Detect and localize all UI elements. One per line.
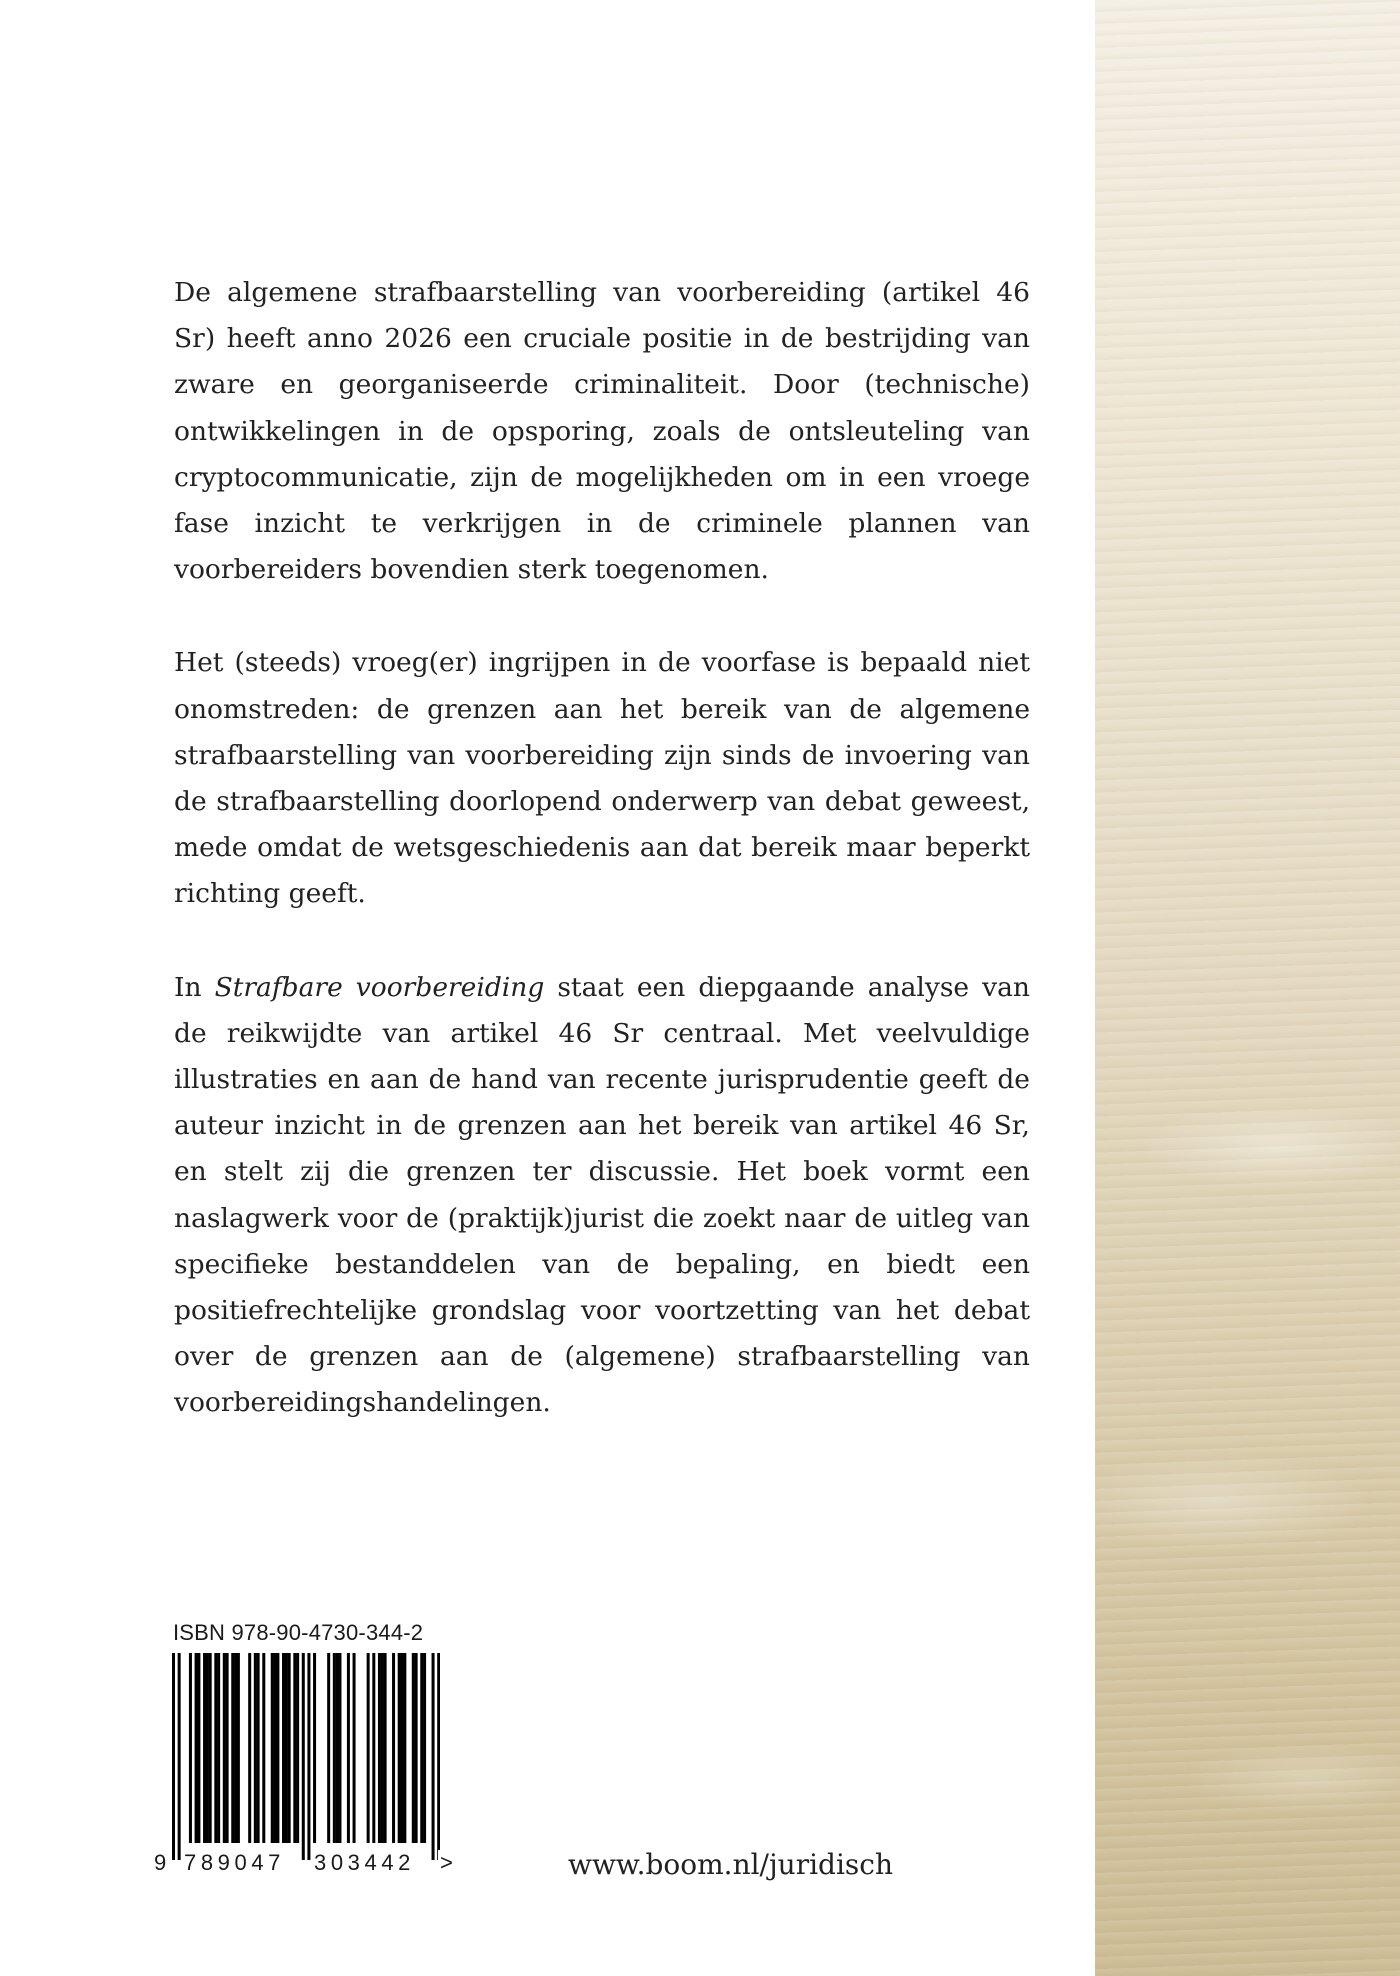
barcode-bar	[288, 1653, 291, 1843]
barcode-bar	[293, 1653, 296, 1843]
barcode-bar	[262, 1653, 265, 1843]
barcode-bar	[234, 1653, 237, 1843]
barcode-bar	[282, 1653, 285, 1843]
barcode-bar	[257, 1653, 260, 1843]
blurb-paragraph-3-body: staat een diepgaande analyse van de reikwijdte van artikel 46 Sr centraal. Met veelvuldige illustraties en aan de hand van recente jurisprudentie geeft de auteur inzicht in de grenzen aan het bereik van artikel 46 Sr, en stelt zij die grenzen ter discussie. Het boek vormt een naslagwerk voor de (praktijk)jurist die zoekt naar de uitleg van specifieke bestanddelen van de bepaling, en biedt een positiefrechtelijke grondslag voor voortzetting van het debat over de grenzen aan de (algemene) strafbaarstelling van voorbereidingshandelingen.	[174, 971, 1030, 1419]
barcode-bar	[223, 1653, 226, 1843]
decorative-gold-panel	[1095, 0, 1400, 1976]
barcode-bar	[189, 1653, 192, 1843]
barcode-bar	[401, 1653, 404, 1843]
barcode-bar	[353, 1653, 356, 1843]
barcode-bar	[313, 1653, 316, 1843]
barcode-bar	[237, 1653, 240, 1843]
barcode-bar	[392, 1653, 395, 1843]
barcode-bar	[437, 1653, 440, 1860]
barcode-bar	[327, 1653, 330, 1843]
barcode-bar	[333, 1653, 336, 1843]
barcode-bar	[172, 1653, 175, 1860]
isbn-label: ISBN 978-90-4730-344-2	[173, 1620, 424, 1645]
barcode-bar	[381, 1653, 384, 1843]
barcode-bar	[347, 1653, 350, 1843]
publisher-website: www.boom.nl/juridisch	[568, 1848, 894, 1881]
barcode-bar	[206, 1653, 209, 1843]
barcode-bar	[231, 1653, 234, 1843]
blurb-paragraph-3	[174, 965, 1030, 1427]
barcode-right-group: 303442	[314, 1850, 416, 1875]
barcode-bar	[338, 1653, 341, 1843]
barcode-bar	[336, 1653, 339, 1843]
barcode-bar	[271, 1653, 274, 1843]
barcode-bar	[296, 1653, 299, 1843]
barcode-bar	[285, 1653, 288, 1843]
barcode-bar	[254, 1653, 257, 1843]
barcode-bar	[307, 1653, 310, 1860]
barcode-bar	[178, 1653, 181, 1860]
barcode-quiet-mark: >	[440, 1850, 453, 1875]
barcode	[172, 1653, 440, 1860]
barcode-bar	[432, 1653, 435, 1860]
blurb-text	[174, 270, 1030, 1474]
barcode-bar	[197, 1653, 200, 1843]
barcode-bar	[276, 1653, 279, 1843]
barcode-bar	[274, 1653, 277, 1843]
blurb-paragraph-1: De algemene strafbaarstelling van voorbereiding (artikel 46 Sr) heeft anno 2026 een cruciale positie in de bestrijding van zware en georganiseerde criminaliteit. Door (technische) ontwikkelingen in de opsporing, zoals de ontsleuteling van cryptocommunicatie, zijn de mogelijkheden om in een vroege fase inzicht te verkrijgen in de criminele plannen van voorbereiders bovendien sterk toegenomen.	[174, 277, 1030, 586]
barcode-left-group: 789047	[184, 1850, 286, 1875]
barcode-bar	[209, 1653, 212, 1843]
barcode-bar	[372, 1653, 375, 1843]
barcode-bar	[195, 1653, 198, 1843]
barcode-bar	[217, 1653, 220, 1843]
barcode-bar	[415, 1653, 418, 1843]
blurb-paragraph-3-intro: In	[174, 971, 215, 1003]
barcode-bar	[367, 1653, 370, 1843]
barcode-bar	[226, 1653, 229, 1843]
barcode-bar	[423, 1653, 426, 1843]
barcode-bar	[203, 1653, 206, 1843]
barcode-bar	[384, 1653, 387, 1843]
barcode-first-digit: 9	[154, 1850, 167, 1875]
book-title: Strafbare voorbereiding	[214, 971, 545, 1003]
barcode-bar	[420, 1653, 423, 1843]
barcode-bar	[248, 1653, 251, 1843]
barcode-bar	[378, 1653, 381, 1843]
barcode-bar	[302, 1653, 305, 1860]
blurb-paragraph-2: Het (steeds) vroeg(er) ingrijpen in de voorfase is bepaald niet onomstreden: de grenzen aan het bereik van de algemene strafbaarstelling van voorbereiding zijn sinds de invoering van de strafbaarstelling doorlopend onderwerp van debat geweest, mede omdat de wetsgeschiedenis aan dat bereik maar beperkt richting geeft.	[174, 647, 1030, 910]
barcode-bar	[412, 1653, 415, 1843]
barcode-bar	[398, 1653, 401, 1843]
barcode-bar	[403, 1653, 406, 1843]
barcode-bar	[214, 1653, 217, 1843]
